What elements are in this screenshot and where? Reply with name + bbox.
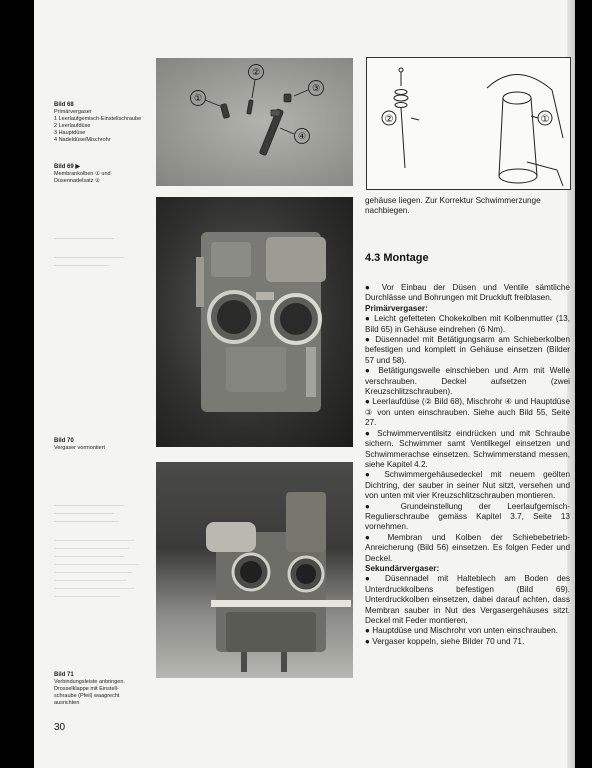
callout-3: ③	[311, 83, 321, 93]
body-paragraph: ● Grundeinstellung der Leerlaufgemisch-Regulierschraube gemäss Kapitel 3.7, Seite 13 vornehmen.	[365, 501, 570, 532]
caption-line: Drosselklappe mit Einstell-	[54, 686, 119, 692]
callout-4: ④	[297, 131, 307, 141]
jets-illustration	[156, 58, 353, 186]
carburetor-pair-illustration	[156, 462, 353, 678]
caption-line: Verbindungsleiste anbringen.	[54, 679, 125, 685]
caption-line: Düsennadelsatz ②	[54, 178, 100, 184]
caption-bild-69	[54, 164, 154, 185]
body-paragraph: ● Düsennadel mit Halteblech am Boden des Unterdruckkolbens befestigen (Bild 69). Unterdruckkolben einsetzen, dabei darauf achten, dass Membran sauber in Nut des Vergasergehäuses sitzt. Deckel mit Feder montieren.	[365, 574, 570, 625]
caption-line: Vergaser vormontiert	[54, 445, 106, 451]
intro-paragraph: gehäuse liegen. Zur Korrektur Schwimmerzunge nachbiegen.	[365, 196, 541, 216]
diagram-label-1: ①	[540, 114, 550, 125]
caption-title: Bild 70	[54, 438, 74, 444]
callout-2: ②	[251, 67, 261, 77]
page-number: 30	[54, 722, 66, 733]
caption-title: Bild 68	[54, 102, 74, 108]
show-through-text-lower	[54, 505, 144, 601]
body-paragraph: ● Schwimmerventilsitz eindrücken und mit Schraube sichern. Schwimmer samt Ventilkegel einsetzen und Schwimmerachse einsetzen. Schwimmerstand messen, siehe Kapitel 4.2.	[365, 428, 570, 469]
photo-bild-70-carburetor	[156, 197, 353, 447]
caption-item: 1 Leerlaufgemisch-Einstellschraube	[54, 116, 142, 122]
caption-line: Membrankolben ① und	[54, 171, 111, 177]
caption-bild-71	[54, 672, 154, 707]
caption-line: ausrichten	[54, 700, 80, 706]
callout-1: ①	[193, 93, 203, 103]
body-paragraph: ● Leicht gefetteten Chokekolben mit Kolbenmutter (13, Bild 65) in Gehäuse eindrehen (6 Nm).	[365, 314, 570, 334]
caption-bild-68	[54, 102, 154, 144]
caption-item: 2 Leerlaufdüse	[54, 123, 91, 129]
diagram-bild-69	[366, 57, 571, 190]
body-paragraph: ● Membran und Kolben der Schiebebetrieb-Anreicherung (Bild 56) einsetzen. Es folgen Feder und Deckel.	[365, 532, 570, 563]
body-paragraph: ● Schwimmergehäusedeckel mit neuem geölten Dichtring, der sauber in seiner Nut sitzt, versehen und von unten mit vier Kreuzschlitzschrauben montieren.	[365, 470, 570, 501]
caption-item: 3 Hauptdüse	[54, 130, 86, 136]
body-paragraph: ● Leerlaufdüse (② Bild 68), Mischrohr ④ und Hauptdüse ③ von unten einschrauben. Siehe auch Bild 55, Seite 27.	[365, 397, 570, 428]
book-page	[34, 0, 575, 768]
caption-line: schraube (Pfeil) waagrecht	[54, 693, 120, 699]
subheading-secondary: Sekundärvergaser:	[365, 563, 440, 573]
section-heading: 4.3 Montage	[365, 252, 429, 264]
body-paragraph: ● Vergaser koppeln, siehe Bilder 70 und 71.	[365, 636, 525, 646]
membrane-needle-diagram	[367, 58, 570, 189]
body-paragraph: ● Vor Einbau der Düsen und Ventile sämtliche Durchlässe und Bohrungen mit Druckluft freiblasen.	[365, 283, 570, 303]
caption-title: Bild 71	[54, 672, 74, 678]
photo-bild-68-jets	[156, 58, 353, 186]
carburetor-illustration	[156, 197, 353, 447]
caption-item: 4 Nadeldüse/Mischrohr	[54, 137, 111, 143]
diagram-label-2: ②	[384, 114, 394, 125]
body-paragraph: ● Düsennadel mit Betätigungsarm am Schieberkolben befestigen und komplett in Gehäuse einsetzen (Bilder 57 und 58).	[365, 335, 570, 365]
caption-bild-70	[54, 438, 154, 452]
caption-title: Bild 69 ▶	[54, 164, 80, 170]
body-paragraph: ● Betätigungswelle einschieben und Arm mit Welle verschrauben. Deckel aufsetzen (zwei Kreuzschlitzschrauben).	[365, 366, 570, 397]
photo-bild-71-connecting-strip	[156, 462, 353, 678]
caption-subtitle: Primärvergaser	[54, 109, 92, 115]
subheading-primary: Primärvergaser:	[365, 303, 428, 313]
body-paragraph: ● Hauptdüse und Mischrohr von unten einschrauben.	[365, 626, 558, 636]
montage-body-text	[365, 283, 570, 647]
show-through-text	[54, 238, 144, 270]
